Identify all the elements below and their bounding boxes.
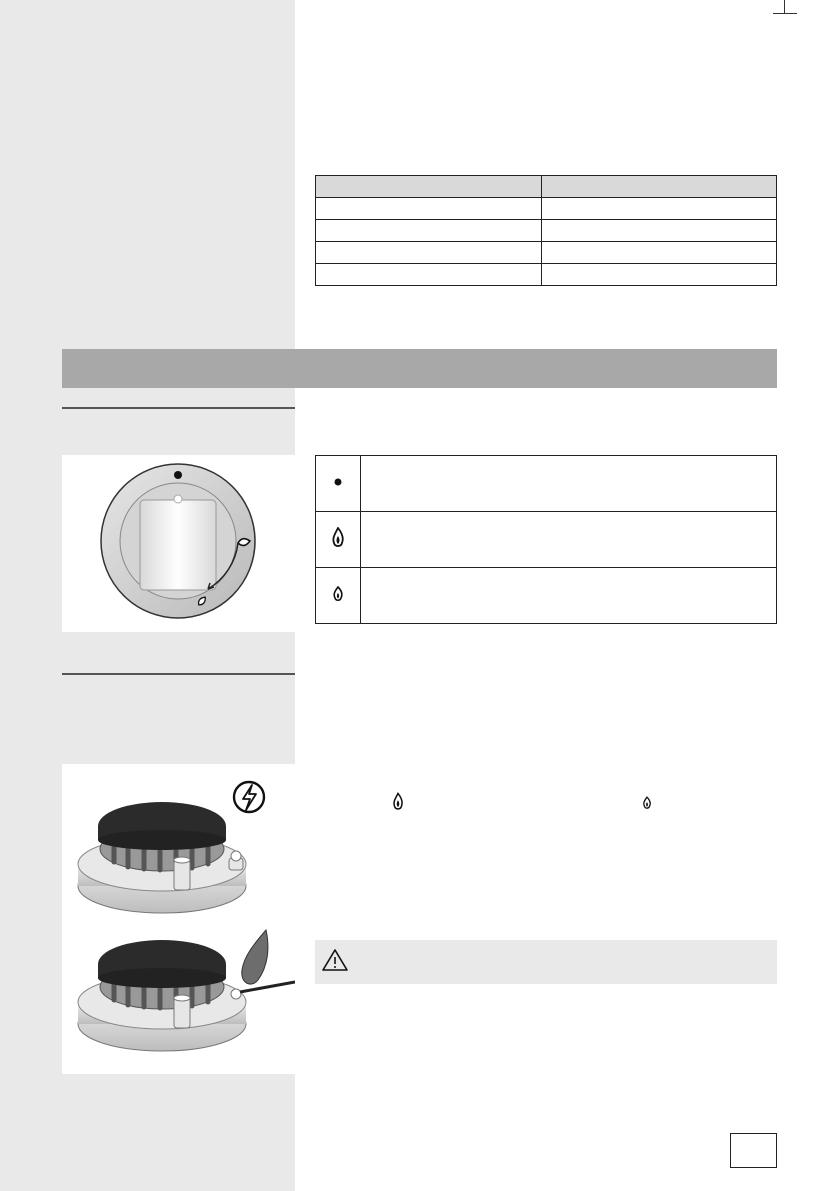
knob-symbol-table (315, 455, 777, 624)
crop-mark (784, 0, 785, 14)
table-row (316, 242, 777, 264)
off-dot-icon (316, 456, 361, 512)
small-flame-icon (316, 568, 361, 624)
burner-ignition-illustration (62, 764, 295, 1074)
table-cell (316, 198, 542, 220)
table-row (316, 568, 777, 624)
control-knob-illustration (62, 455, 295, 632)
table-cell (361, 568, 777, 624)
table-cell (542, 242, 777, 264)
crop-mark-horizontal (773, 13, 797, 14)
subheading-rule (62, 407, 295, 409)
large-flame-icon (392, 792, 404, 817)
burner-upper (78, 802, 246, 913)
table-row (316, 512, 777, 568)
table-cell (542, 264, 777, 286)
table-cell (316, 176, 542, 198)
table-row (316, 198, 777, 220)
table-cell (542, 176, 777, 198)
section-heading-bar (62, 349, 777, 388)
table-row (316, 220, 777, 242)
page-number (730, 1133, 777, 1168)
table-cell (542, 198, 777, 220)
table-header-row (316, 176, 777, 198)
burner-lower (78, 930, 295, 1051)
table-cell (316, 220, 542, 242)
table-row (316, 456, 777, 512)
electric-spark-icon (234, 782, 264, 812)
warning-box (315, 940, 777, 984)
gas-data-table (315, 175, 777, 286)
table-cell (361, 456, 777, 512)
table-row (316, 264, 777, 286)
small-flame-icon (642, 796, 652, 815)
table-cell (316, 242, 542, 264)
large-flame-icon (316, 512, 361, 568)
subheading-rule (62, 673, 295, 675)
table-cell (316, 264, 542, 286)
table-cell (542, 220, 777, 242)
table-cell (361, 512, 777, 568)
warning-triangle-icon (321, 948, 349, 977)
